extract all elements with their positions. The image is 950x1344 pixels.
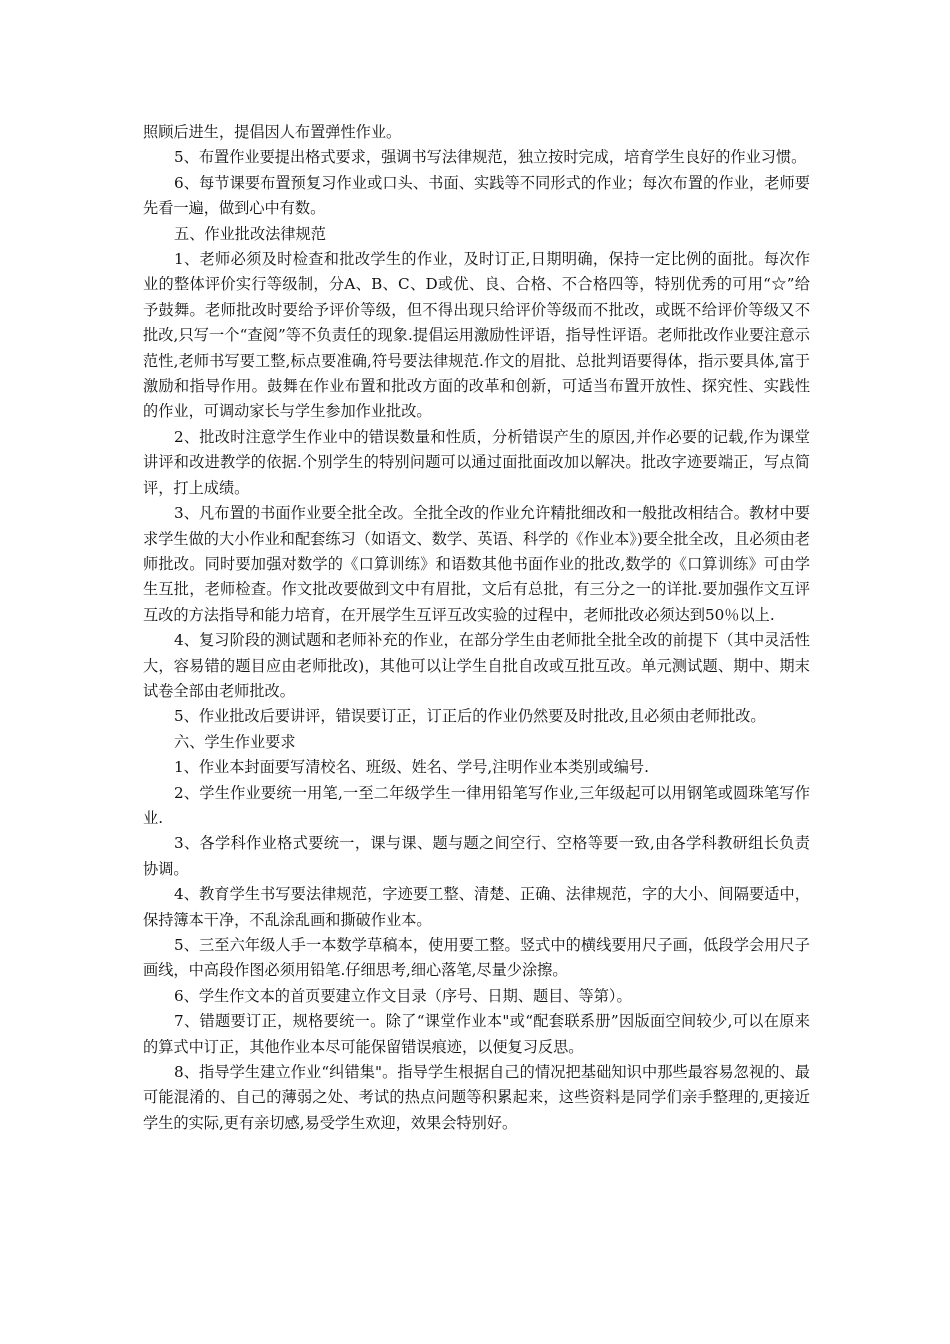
paragraph-18: 8、指导学生建立作业“纠错集"。指导学生根据自己的情况把基础知识中那些最容易忽视的、最可能混淆的、自己的薄弱之处、考试的热点问题等积累起来，这些资料是同学们亲手整理的,更接近学生的实际,更有亲切感,易受学生欢迎，效果会特别好。 (143, 1063, 810, 1132)
paragraph-13: 3、各学科作业格式要统一，课与课、题与题之间空行、空格等要一致,由各学科教研组长负责协调。 (143, 834, 810, 878)
paragraph-3: 6、每节课要布置预复习作业或口头、书面、实践等不同形式的作业；每次布置的作业，老师要先看一遍，做到心中有数。 (143, 173, 810, 218)
paragraph-6: 2、批改时注意学生作业中的错误数量和性质，分析错误产生的原因,并作必要的记载,作为课堂讲评和改进教学的依据.个别学生的特别问题可以通过面批面改加以解决。批改字迹要端正，写点简评，打上成绩。 (143, 427, 810, 497)
paragraph-12: 2、学生作业要统一用笔,一至二年级学生一律用铅笔写作业,三年级起可以用钢笔或圆珠笔写作业. (143, 783, 810, 827)
document-body (143, 120, 810, 1136)
paragraph-7: 3、凡布置的书面作业要全批全改。全批全改的作业允许精批细改和一般批改相结合。教材中要求学生做的大小作业和配套练习（如语文、数学、英语、科学的《作业本》)要全批全改，且必须由老师批改。同时要加强对数学的《口算训练》和语数其他书面作业的批改,数学的《口算训练》可由学生互批，老师检查。作文批改要做到文中有眉批，文后有总批，有三分之一的详批.要加强作文互评互改的方法指导和能力培育，在开展学生互评互改实验的过程中，老师批改必须达到50％以上. (143, 504, 810, 624)
paragraph-17: 7、错题要订正，规格要统一。除了“课堂作业本"或“配套联系册”因版面空间较少,可以在原来的算式中订正，其他作业本尽可能保留错误痕迹，以便复习反思。 (143, 1012, 810, 1056)
section-heading-5: 五、作业批改法律规范 (174, 224, 326, 243)
paragraph-1: 照顾后进生，提倡因人布置弹性作业。 (143, 123, 402, 141)
paragraph-2: 5、布置作业要提出格式要求，强调书写法律规范，独立按时完成，培育学生良好的作业习惯。 (174, 148, 807, 167)
section-heading-6: 六、学生作业要求 (174, 732, 296, 751)
paragraph-15: 5、三至六年级人手一本数学草稿本，使用要工整。竖式中的横线要用尺子画，低段学会用尺子画线，中高段作图必须用铅笔.仔细思考,细心落笔,尽量少涂擦。 (143, 936, 810, 980)
paragraph-9: 5、作业批改后要讲评，错误要订正，订正后的作业仍然要及时批改,且必须由老师批改。 (174, 707, 766, 726)
paragraph-11: 1、作业本封面要写清校名、班级、姓名、学号,注明作业本类别或编号. (174, 758, 649, 777)
paragraph-16: 6、学生作文本的首页要建立作文目录（序号、日期、题目、等第）。 (174, 986, 632, 1005)
paragraph-5: 1、老师必须及时检查和批改学生的作业，及时订正,日期明确，保持一定比例的面批。每次作业的整体评价实行等级制，分A、B、C、D或优、良、合格、不合格四等，特别优秀的可用“☆”给予鼓舞。老师批改时要给予评价等级，但不得出现只给评价等级而不批改，或既不给评价等级又不批改,只写一个“查阅”等不负责任的现象.提倡运用激励性评语，指导性评语。老师批改作业要注意示范性,老师书写要工整,标点要准确,符号要法律规范.作文的眉批、总批判语要得体，指示要具体,富于激励和指导作用。鼓舞在作业布置和批改方面的改革和创新，可适当布置开放性、探究性、实践性的作业，可调动家长与学生参加作业批改。 (143, 250, 810, 421)
paragraph-14: 4、教育学生书写要法律规范，字迹要工整、清楚、正确、法律规范，字的大小、间隔要适中，保持簿本干净，不乱涂乱画和撕破作业本。 (143, 885, 810, 929)
paragraph-8: 4、复习阶段的测试题和老师补充的作业，在部分学生由老师批全批全改的前提下（其中灵活性大，容易错的题目应由老师批改)，其他可以让学生自批自改或互批互改。单元测试题、期中、期末试卷全部由老师批改。 (143, 631, 810, 700)
